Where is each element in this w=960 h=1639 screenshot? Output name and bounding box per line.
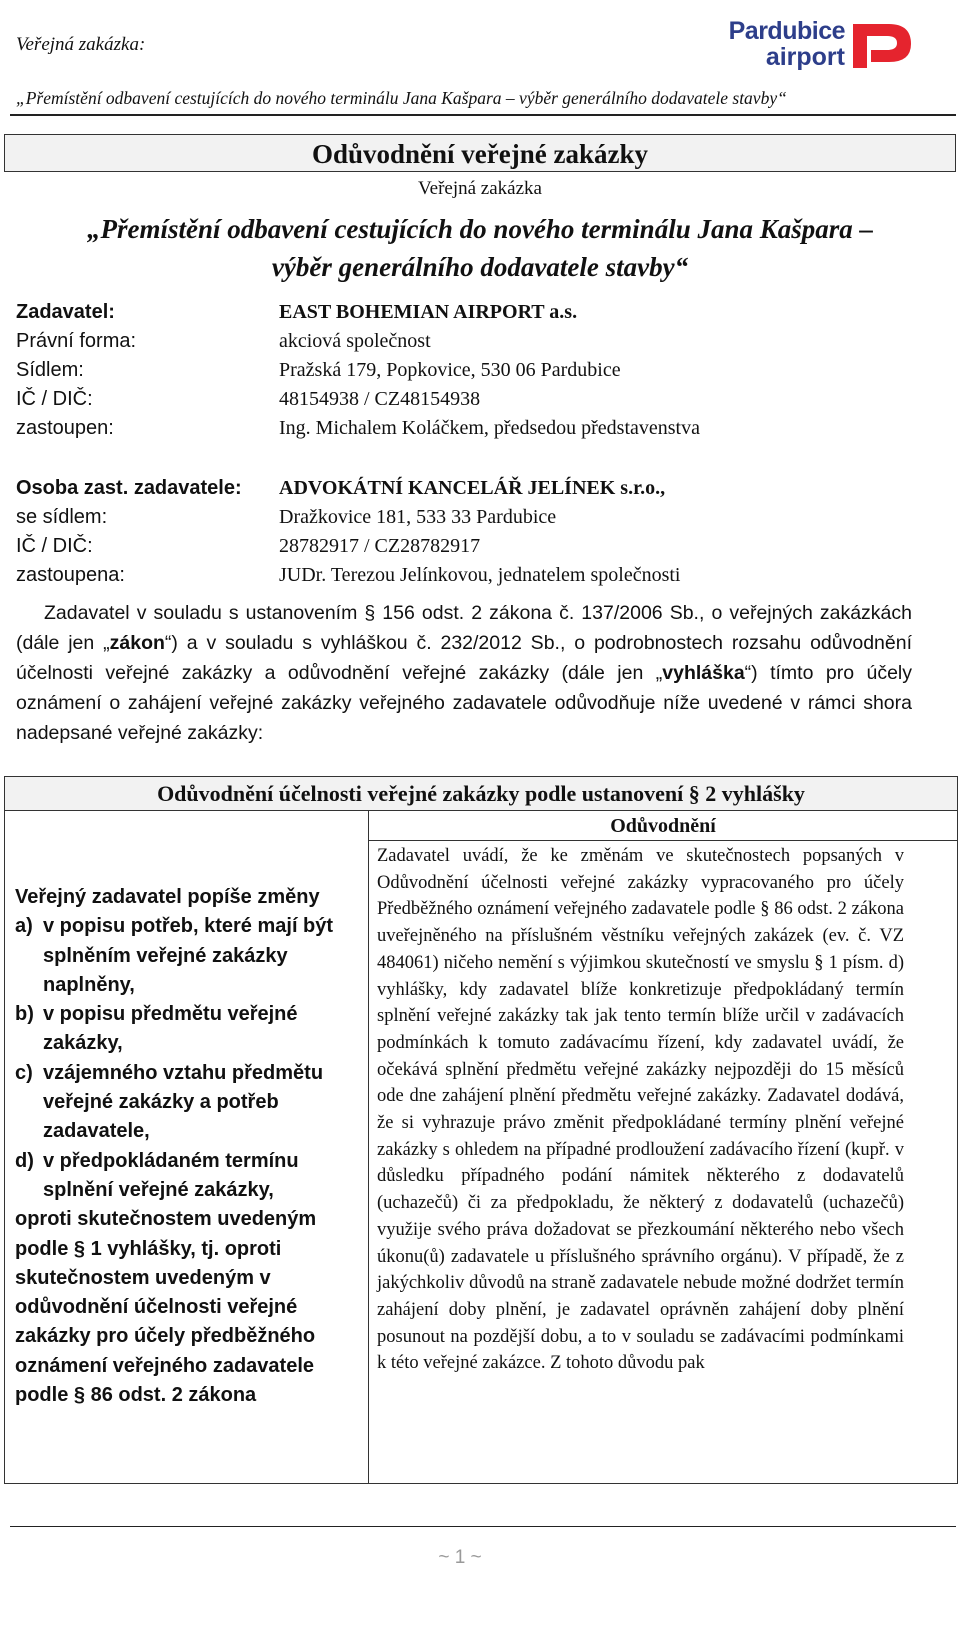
party-value: akciová společnost <box>279 330 431 352</box>
intro-term-zakon: zákon <box>109 632 165 654</box>
left-intro: Veřejný zadavatel popíše změny <box>15 886 320 908</box>
party-label: IČ / DIČ: <box>16 535 93 557</box>
list-item <box>15 1059 360 1147</box>
footer-divider <box>10 1526 956 1527</box>
intro-text: Zadavatel v souladu s ustanovením § 156 odst. 2 zákona č. 137/2006 Sb., o veřejných zakázkách (dále jen „ <box>16 602 912 654</box>
list-item-text: v popisu předmětu veřejné zakázky, <box>43 1003 298 1055</box>
header-project-title: „Přemístění odbavení cestujících do nového terminálu Jana Kašpara – výběr generálního dodavatele stavby“ <box>16 88 787 108</box>
header-label: Veřejná zakázka: <box>16 34 146 55</box>
list-item-text: v popisu potřeb, které mají být splněním veřejné zakázky naplněny, <box>43 915 334 996</box>
intro-paragraph <box>16 598 912 748</box>
party-label: Osoba zast. zadavatele: <box>16 477 242 499</box>
column-divider <box>368 810 369 1483</box>
header-divider <box>10 114 956 116</box>
party-label: Sídlem: <box>16 359 84 381</box>
left-outro: oproti skutečnostem uvedeným podle § 1 vyhlášky, tj. oproti skutečnostem uvedeným v odůvodnění účelnosti veřejné zakázky pro účely předběžného oznámení veřejného zadavatele podle § 86 odst. 2 zákona <box>15 1208 317 1407</box>
project-title-line-2: výběr generálního dodavatele stavby“ <box>271 252 689 282</box>
list-item-text: v předpokládaném termínu splnění veřejné zakázky, <box>43 1149 299 1201</box>
list-item <box>15 912 360 1000</box>
party-label: zastoupena: <box>16 564 125 586</box>
list-marker: d) <box>15 1149 34 1172</box>
party-value: Pražská 179, Popkovice, 530 06 Pardubice <box>279 359 621 381</box>
right-column-text: Zadavatel uvádí, že ke změnám ve skutečnostech popsaných v Odůvodnění účelnosti veřejné zakázky vypracovaného pro účely Předběžného oznámení veřejného zadavatele podle § 86 odst. 2 zákona uveřejněného na příslušném věstníku veřejných zakázek (ev. č. VZ 484061) ničeho nemění s výjimkou skutečností ve smyslu § 1 písm. d) vyhlášky, kdy zadavatel blíže konkretizuje předpokládaný termín splnění veřejné zakázky tak jak tento termín blíže určil v zadávacích podmínkách k tomuto zadávacímu řízení, kdy zadavatel uvádí, že očekává splnění předmětu veřejné zakázky nejpozději do 15 měsíců ode dne zahájení plnění předmětu veřejné zakázky. Zadavatel dodává, že si vyhrazuje právo změnit předpokládané termíny plnění veřejné zakázky s ohledem na případné prodloužení zadávacího řízení (kupř. v důsledku případného podání námitek některého z dodavatelů (uchazečů) či za předpokladu, že některý z dodavatelů (uchazečů) využije svého práva dožadovat se přezkoumání některého nebo všech úkonu(ů) zadavatele u příslušného správního orgánu). V případě, že z jakýchkoliv důvodů na straně zadavatele nebude možné dodržet termín zahájení doby plnění, je zadavatel oprávněn zahájení doby plnění posunout na pozdější dobu, a to v souladu se zadávacími podmínkami k této veřejné zakázce. Z tohoto důvodu pak <box>377 846 904 1374</box>
party-label: se sídlem: <box>16 506 108 528</box>
list-marker: b) <box>15 1003 34 1026</box>
party-value: Dražkovice 181, 533 33 Pardubice <box>279 506 557 528</box>
right-column-heading: Odůvodnění <box>369 810 957 841</box>
main-title: Odůvodnění veřejné zakázky <box>311 139 648 169</box>
table-heading: Odůvodnění účelnosti veřejné zakázky podle ustanovení § 2 vyhlášky <box>5 777 957 811</box>
party-label: IČ / DIČ: <box>16 388 93 410</box>
intro-text: “) tímto pro účely oznámení o zahájení veřejné zakázky veřejného zadavatele odůvodňuje níže uvedené v rámci shora nadepsané veřejné zakázky: <box>16 662 912 744</box>
party-value: EAST BOHEMIAN AIRPORT a.s. <box>279 301 578 323</box>
pardubice-airport-logo <box>725 18 920 78</box>
party-label: Právní forma: <box>16 330 137 352</box>
list-item-text: vzájemného vztahu předmětu veřejné zakázky a potřeb zadavatele, <box>43 1061 324 1143</box>
party-value: Ing. Michalem Koláčkem, předsedou představenstva <box>279 417 700 439</box>
party-label: zastoupen: <box>16 417 114 439</box>
intro-term-vyhlaska: vyhláška <box>662 662 745 684</box>
list-item <box>15 1000 360 1059</box>
party-value: 28782917 / CZ28782917 <box>279 535 481 557</box>
party-value: 48154938 / CZ48154938 <box>279 388 481 410</box>
list-marker: c) <box>15 1061 33 1084</box>
list-item <box>15 1147 360 1206</box>
logo-line-1: Pardubice <box>728 17 845 45</box>
page-number: ~ 1 ~ <box>438 1547 482 1568</box>
main-title-box <box>4 134 956 172</box>
party-label: Zadavatel: <box>16 301 115 323</box>
change-list <box>15 912 360 1205</box>
logo-line-2: airport <box>765 43 845 71</box>
party-value: JUDr. Terezou Jelínkovou, jednatelem společnosti <box>279 564 681 586</box>
party-value: ADVOKÁTNÍ KANCELÁŘ JELÍNEK s.r.o., <box>279 477 666 499</box>
project-title-line-1: „Přemístění odbavení cestujících do nového terminálu Jana Kašpara – <box>86 214 874 244</box>
project-title <box>40 210 920 286</box>
subtitle: Veřejná zakázka <box>418 178 542 199</box>
justification-table <box>4 776 958 1484</box>
left-column <box>15 883 360 1410</box>
airport-p-mark-icon <box>849 20 915 72</box>
list-marker: a) <box>15 915 33 938</box>
intro-text: “) a v souladu s vyhláškou č. 232/2012 Sb., o podrobnostech rozsahu odůvodnění účelnosti veřejné zakázky a odůvodnění veřejné zakázky (dále jen „ <box>16 632 913 684</box>
